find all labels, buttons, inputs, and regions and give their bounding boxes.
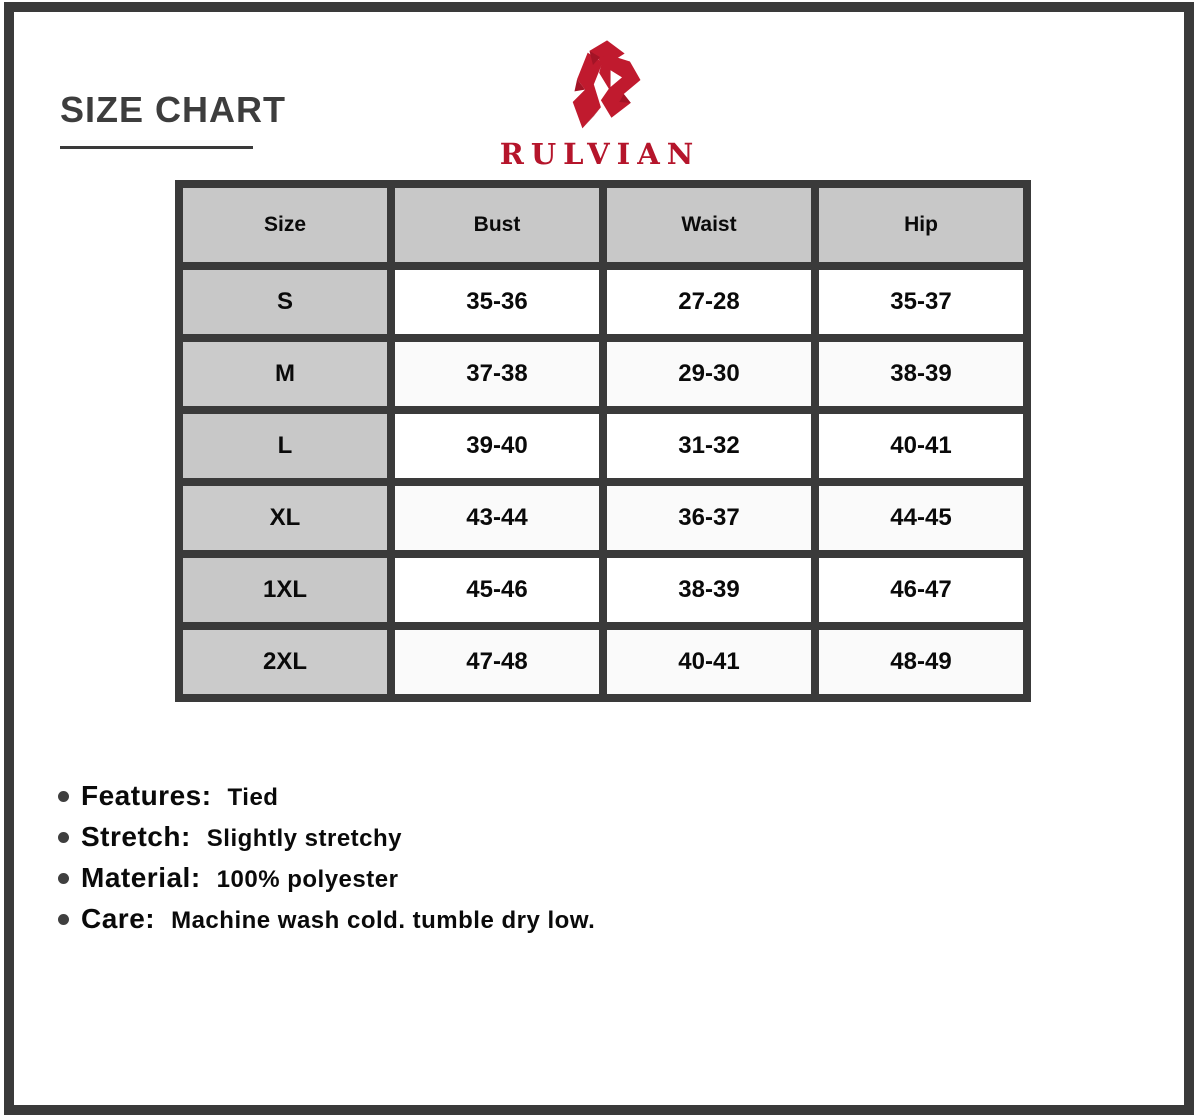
cell-waist: 40-41 xyxy=(603,626,815,698)
cell-size: L xyxy=(179,410,391,482)
cell-size: XL xyxy=(179,482,391,554)
table-row-s xyxy=(179,266,1027,338)
table-row-2xl xyxy=(179,626,1027,698)
bullet-icon xyxy=(58,873,69,884)
bullet-icon xyxy=(58,791,69,802)
table-row-l xyxy=(179,410,1027,482)
brand-name: RULVIAN xyxy=(499,137,701,171)
product-details-list xyxy=(58,780,595,935)
brand-r-monogram-icon xyxy=(556,38,644,136)
bullet-icon xyxy=(58,832,69,843)
table-row-1xl xyxy=(179,554,1027,626)
detail-value: Tied xyxy=(227,784,279,811)
detail-value: Slightly stretchy xyxy=(206,825,403,852)
cell-hip: 46-47 xyxy=(815,554,1027,626)
cell-waist: 36-37 xyxy=(603,482,815,554)
detail-material xyxy=(58,862,595,894)
cell-waist: 27-28 xyxy=(603,266,815,338)
cell-hip: 38-39 xyxy=(815,338,1027,410)
cell-hip: 35-37 xyxy=(815,266,1027,338)
table-header-row xyxy=(179,184,1027,266)
detail-label: Stretch: xyxy=(81,821,191,852)
detail-features xyxy=(58,780,595,812)
size-chart-table xyxy=(175,180,1031,702)
detail-value: Machine wash cold. tumble dry low. xyxy=(171,907,596,934)
cell-size: 1XL xyxy=(179,554,391,626)
page-title: SIZE CHART xyxy=(60,89,286,130)
table-row-m xyxy=(179,338,1027,410)
cell-bust: 47-48 xyxy=(391,626,603,698)
bullet-icon xyxy=(58,914,69,925)
detail-value: 100% polyester xyxy=(216,866,399,893)
cell-size: 2XL xyxy=(179,626,391,698)
brand-logo xyxy=(0,38,1200,169)
detail-label: Material: xyxy=(81,862,201,893)
detail-label: Features: xyxy=(81,780,212,811)
cell-bust: 37-38 xyxy=(391,338,603,410)
cell-hip: 40-41 xyxy=(815,410,1027,482)
cell-waist: 29-30 xyxy=(603,338,815,410)
detail-stretch xyxy=(58,821,595,853)
detail-label: Care: xyxy=(81,903,156,934)
header-size: Size xyxy=(179,184,391,266)
cell-size: M xyxy=(179,338,391,410)
table-row-xl xyxy=(179,482,1027,554)
cell-hip: 48-49 xyxy=(815,626,1027,698)
cell-bust: 39-40 xyxy=(391,410,603,482)
detail-care xyxy=(58,903,595,935)
cell-bust: 35-36 xyxy=(391,266,603,338)
cell-bust: 45-46 xyxy=(391,554,603,626)
cell-hip: 44-45 xyxy=(815,482,1027,554)
cell-size: S xyxy=(179,266,391,338)
header-waist: Waist xyxy=(603,184,815,266)
cell-waist: 31-32 xyxy=(603,410,815,482)
header-bust: Bust xyxy=(391,184,603,266)
cell-bust: 43-44 xyxy=(391,482,603,554)
header-hip: Hip xyxy=(815,184,1027,266)
cell-waist: 38-39 xyxy=(603,554,815,626)
